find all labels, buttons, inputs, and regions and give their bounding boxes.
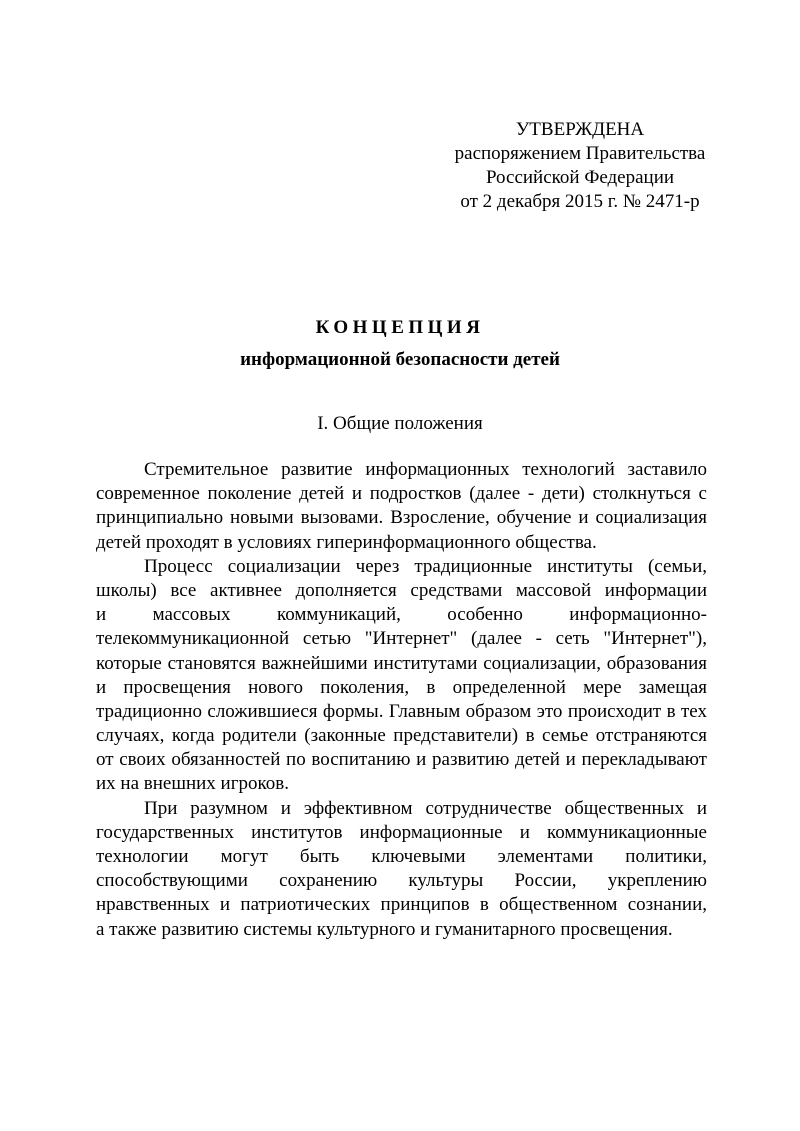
paragraph-line: способствующими сохранению культуры России, укреплению — [96, 870, 707, 892]
body-text — [96, 458, 707, 942]
paragraph-1 — [96, 458, 707, 555]
paragraph-line: а также развитию системы культурного и гуманитарного просвещения. — [96, 918, 673, 940]
paragraph-line: Стремительное развитие информационных технологий заставило — [144, 459, 707, 480]
paragraph-line: и просвещения нового поколения, в определенной мере замещая — [96, 676, 707, 698]
paragraph-line: современное поколение детей и подростков (далее - дети) столкнуться с — [96, 483, 707, 505]
section-heading: I. Общие положения — [317, 413, 483, 434]
paragraph-line: их на внешних игроков. — [96, 773, 290, 795]
document-subtitle: информационной безопасности детей — [240, 349, 560, 370]
paragraph-line: школы) все активнее дополняется средствами массовой информации — [96, 579, 707, 601]
paragraph-line: телекоммуникационной сетью "Интернет" (далее - сеть "Интернет"), — [96, 628, 707, 650]
document-title: КОНЦЕПЦИЯ — [315, 317, 485, 338]
paragraph-line: принципиально новыми вызовами. Взросление, обучение и социализация — [96, 507, 707, 529]
paragraph-line: При разумном и эффективном сотрудничестве общественных и — [144, 797, 707, 819]
paragraph-line: детей проходят в условиях гиперинформационного общества. — [96, 531, 597, 553]
approval-authority: распоряжением Правительства — [454, 143, 706, 164]
approval-block — [440, 118, 720, 214]
paragraph-line: традиционно сложившиеся формы. Главным образом это происходит в тех — [96, 700, 707, 722]
approval-stamp: УТВЕРЖДЕНА — [515, 119, 645, 140]
paragraph-line: и массовых коммуникаций, особенно информационно- — [96, 604, 707, 626]
approval-authority-country: Российской Федерации — [485, 167, 675, 188]
paragraph-line: от своих обязанностей по воспитанию и развитию детей и перекладывают — [96, 749, 707, 771]
paragraph-line: случаях, когда родители (законные представители) в семье отстраняются — [96, 725, 707, 747]
paragraph-line: Процесс социализации через традиционные институты (семьи, — [144, 555, 707, 577]
paragraph-line: государственных институтов информационные и коммуникационные — [96, 821, 707, 843]
paragraph-3 — [96, 797, 707, 942]
paragraph-line: которые становятся важнейшими институтами социализации, образования — [96, 652, 707, 674]
paragraph-2 — [96, 555, 707, 797]
paragraph-line: нравственных и патриотических принципов в общественном сознании, — [96, 894, 707, 916]
approval-date-number: от 2 декабря 2015 г. № 2471-р — [460, 191, 700, 212]
paragraph-line: технологии могут быть ключевыми элементами политики, — [96, 846, 707, 867]
